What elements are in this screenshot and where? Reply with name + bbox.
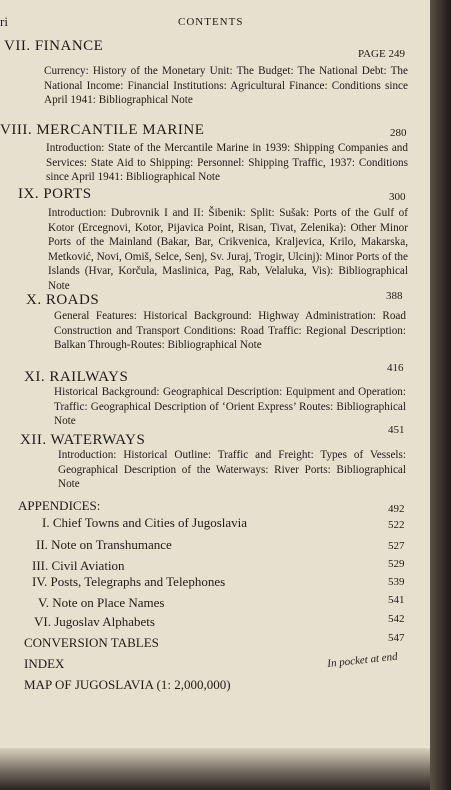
chapter-title-waterways: XII. WATERWAYS <box>20 432 146 448</box>
chapter-description-railways: Historical Background: Geographical Description: Equipment and Operation: Traffic: Geographical Description of ‘Orient Express’ Routes: Bibliographical Note <box>54 386 406 427</box>
chapter-description-waterways: Introduction: Historical Outline: Traffic and Freight: Types of Vessels: Geographical Description of the Waterways: River Ports: Bibliographical Note <box>58 449 406 490</box>
chapter-title-roads: X. ROADS <box>26 292 100 308</box>
appendix-item: I. Chief Towns and Cities of Jugoslavia <box>42 515 248 530</box>
chapter-title-ports: IX. PORTS <box>18 186 92 202</box>
chapter-description-ports: Introduction: Dubrovnik I and II: Šibenik: Split: Sušak: Ports of the Gulf of Kotor (Ercegnovi, Kotor, Pijavica Point, Risan, Tivat, Zelenika): Other Minor Ports of the Mainland (Bakar, Bar, Crikvenica, Kraljevica, Krilo, Makarska, Metković, Novi, Omiš, Selce, Senj, Sv. Juraj, Trogir, Ulcinj): Minor Ports of the Islands (Hvar, Korčula, Maslinica, Pag, Rab, Velaluka, Vis): Bibliographical Note <box>48 207 408 292</box>
appendix-page: 541 <box>388 594 405 606</box>
appendices-page: 492 <box>388 503 405 515</box>
appendix-item: IV. Posts, Telegraphs and Telephones <box>32 574 226 589</box>
appendix-page: 542 <box>388 613 405 625</box>
chapter-description-finance: Currency: History of the Monetary Unit: The Budget: The National Debt: The National Income: Financial Institutions: Agricultural Finance: Conditions since April 1941: Bibliographical Note <box>44 65 408 106</box>
index-page: In pocket at end <box>326 650 399 670</box>
book-spine-shadow <box>430 0 451 790</box>
index-entry: INDEX <box>24 656 65 671</box>
appendix-item: III. Civil Aviation <box>32 558 125 573</box>
chapter-page-finance: PAGE 249 <box>358 48 405 60</box>
chapter-description-mercantile-marine: Introduction: State of the Mercantile Marine in 1939: Shipping Companies and Services: State Aid to Shipping: Personnel: Shipping Traffic, 1937: Conditions since April 1941: Bibliographical Note <box>46 142 408 183</box>
chapter-page-waterways: 451 <box>388 424 405 436</box>
chapter-title-railways: XI. RAILWAYS <box>24 369 129 385</box>
chapter-description-roads: General Features: Historical Background: Highway Administration: Road Construction and Transport Conditions: Road Traffic: Regional Description: Balkan Through-Routes: Bibliographical Note <box>54 310 406 351</box>
appendix-page: 527 <box>388 540 405 552</box>
appendices-heading: APPENDICES: <box>18 498 101 513</box>
appendix-page: 522 <box>388 519 405 531</box>
page-number: ri <box>0 14 8 29</box>
chapter-title-finance: VII. FINANCE <box>4 38 104 54</box>
chapter-page-ports: 300 <box>389 191 406 203</box>
map-entry: MAP OF JUGOSLAVIA (1: 2,000,000) <box>24 677 231 692</box>
chapter-page-mercantile-marine: 280 <box>390 127 407 139</box>
appendix-item: V. Note on Place Names <box>38 595 165 610</box>
page-bottom-shadow <box>0 748 430 790</box>
running-head: CONTENTS <box>178 16 244 28</box>
chapter-page-roads: 388 <box>386 290 403 302</box>
chapter-page-railways: 416 <box>387 362 404 374</box>
appendix-page: 529 <box>388 558 405 570</box>
appendix-page: 539 <box>388 576 405 588</box>
appendix-item: VI. Jugoslav Alphabets <box>34 614 155 629</box>
conversion-tables-entry: CONVERSION TABLES <box>24 635 159 650</box>
conversion-tables-page: 547 <box>388 632 405 644</box>
chapter-title-mercantile-marine: VIII. MERCANTILE MARINE <box>0 122 205 138</box>
appendix-item: II. Note on Transhumance <box>36 537 172 552</box>
